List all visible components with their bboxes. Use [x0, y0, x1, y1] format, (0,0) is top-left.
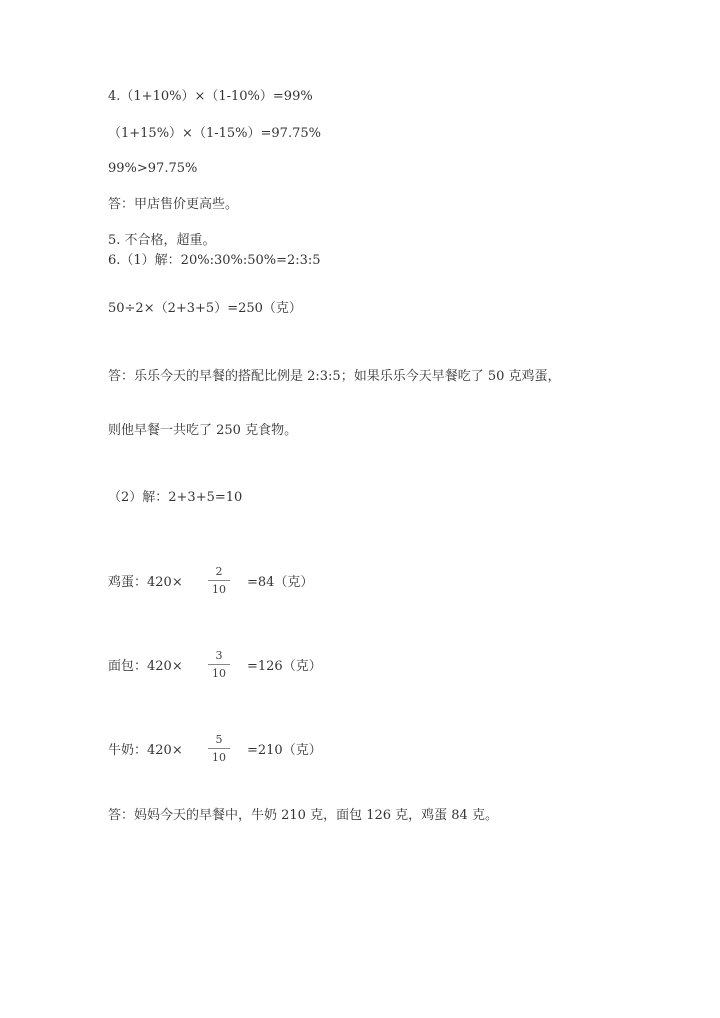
- calc-label: 鸡蛋：420×: [108, 575, 183, 590]
- fraction-denominator: 10: [212, 751, 226, 764]
- line-q5-answer: 5. 不合格，超重。: [108, 233, 216, 248]
- line-q6-part2-solution: （2）解：2+3+5=10: [108, 490, 243, 505]
- calc-result: =126（克）: [247, 659, 322, 674]
- fraction-bar: [208, 748, 230, 749]
- fraction: [208, 733, 230, 764]
- fraction: [208, 565, 230, 596]
- line-q4-calc-2: （1+15%）×（1-15%）=97.75%: [108, 126, 321, 141]
- line-q4-answer: 答：甲店售价更高些。: [108, 197, 239, 212]
- line-q6-part1-calc: 50÷2×（2+3+5）=250（克）: [108, 301, 302, 316]
- fraction-bar: [208, 580, 230, 581]
- line-q6-part1-answer-2: 则他早餐一共吃了 250 克食物。: [108, 423, 298, 438]
- calc-label: 面包：420×: [108, 659, 183, 674]
- calc-result: =210（克）: [247, 743, 322, 758]
- calc-label: 牛奶：420×: [108, 743, 183, 758]
- line-q4-calc-1: 4.（1+10%）×（1-10%）=99%: [108, 89, 313, 104]
- calc-result: =84（克）: [247, 575, 314, 590]
- line-q6-part2-answer: 答：妈妈今天的早餐中，牛奶 210 克，面包 126 克，鸡蛋 84 克。: [108, 808, 498, 823]
- fraction-bar: [208, 664, 230, 665]
- fraction-numerator: 3: [215, 649, 223, 662]
- fraction-numerator: 5: [215, 733, 223, 746]
- line-q6-part1-solution: 6.（1）解：20%:30%:50%=2:3:5: [108, 253, 321, 268]
- line-q4-compare: 99%>97.75%: [108, 161, 198, 176]
- fraction-denominator: 10: [212, 583, 226, 596]
- line-q6-part1-answer-1: 答：乐乐今天的早餐的搭配比例是 2:3:5；如果乐乐今天早餐吃了 50 克鸡蛋，: [108, 369, 561, 384]
- fraction-denominator: 10: [212, 667, 226, 680]
- fraction: [208, 649, 230, 680]
- fraction-numerator: 2: [215, 565, 223, 578]
